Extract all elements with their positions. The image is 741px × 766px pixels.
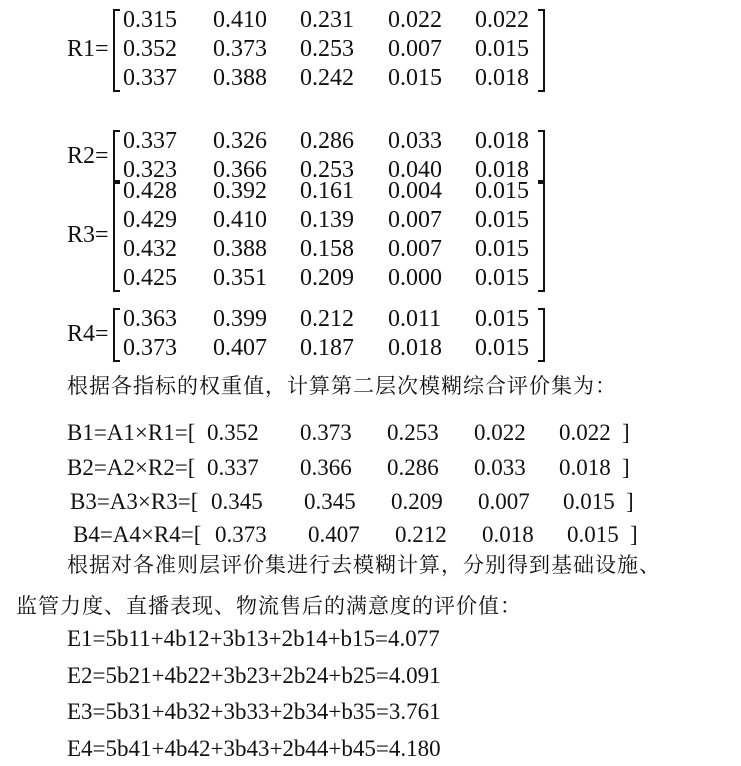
matrix-cell: 0.015 xyxy=(475,36,529,62)
matrix-cell: 0.410 xyxy=(213,207,267,233)
matrix-cell: 0.015 xyxy=(475,178,529,204)
b-vector-value: 0.007 xyxy=(478,489,530,514)
b-vector-value: 0.015 xyxy=(567,522,619,547)
matrix-cell: 0.040 xyxy=(388,157,442,183)
matrix-cell: 0.007 xyxy=(388,207,442,233)
matrix-label: R3= xyxy=(67,221,109,248)
matrix-cell: 0.015 xyxy=(475,207,529,233)
matrix-row xyxy=(0,206,741,235)
b-vector-b2 xyxy=(0,453,741,483)
b-vector-value: 0.345 xyxy=(211,489,263,514)
matrix-cell: 0.253 xyxy=(300,157,354,183)
matrix-cell: 0.022 xyxy=(388,7,442,33)
matrix-cell: 0.161 xyxy=(300,178,354,204)
equation-e1: E1=5b11+4b12+3b13+2b14+b15=4.077 xyxy=(67,626,440,651)
matrix-r1 xyxy=(0,6,741,93)
matrix-r4 xyxy=(0,305,741,363)
matrix-cell: 0.428 xyxy=(123,178,177,204)
matrix-row xyxy=(0,305,741,334)
b-vector-b1 xyxy=(0,418,741,448)
matrix-cell: 0.007 xyxy=(388,236,442,262)
b-vector-value: 0.015 xyxy=(563,489,615,514)
matrix-cell: 0.231 xyxy=(300,7,354,33)
matrix-cell: 0.158 xyxy=(300,236,354,262)
matrix-cell: 0.022 xyxy=(475,7,529,33)
matrix-cell: 0.018 xyxy=(475,157,529,183)
b-vector-value: 0.018 xyxy=(482,522,534,547)
matrix-cell: 0.015 xyxy=(388,65,442,91)
matrix-cell: 0.337 xyxy=(123,65,177,91)
matrix-cell: 0.425 xyxy=(123,265,177,291)
b-vector-value: 0.345 xyxy=(304,489,356,514)
paragraph-defuzzify-line1: 根据对各准则层评价集进行去模糊计算，分别得到基础设施、 xyxy=(67,553,661,577)
b-vector-value: 0.352 xyxy=(207,420,259,445)
b-vector-value: 0.212 xyxy=(395,522,447,547)
b-vector-value: 0.253 xyxy=(387,420,439,445)
b-vector-value: 0.337 xyxy=(207,455,259,480)
b-vector-value: 0.373 xyxy=(215,522,267,547)
matrix-cell: 0.399 xyxy=(213,306,267,332)
b-vector-value: 0.286 xyxy=(387,455,439,480)
matrix-cell: 0.388 xyxy=(213,236,267,262)
matrix-row xyxy=(0,264,741,293)
matrix-label: R4= xyxy=(67,320,109,347)
b-vector-b3 xyxy=(0,487,741,517)
matrix-cell: 0.209 xyxy=(300,265,354,291)
matrix-cell: 0.373 xyxy=(213,36,267,62)
matrix-cell: 0.286 xyxy=(300,128,354,154)
matrix-cell: 0.015 xyxy=(475,335,529,361)
matrix-cell: 0.407 xyxy=(213,335,267,361)
b-vector-close-bracket: ] xyxy=(622,420,630,445)
b-vector-value: 0.022 xyxy=(559,420,611,445)
matrix-cell: 0.429 xyxy=(123,207,177,233)
paragraph-defuzzify-line2: 监管力度、直播表现、物流售后的满意度的评价值： xyxy=(16,594,522,618)
matrix-cell: 0.018 xyxy=(475,65,529,91)
matrix-cell: 0.015 xyxy=(475,306,529,332)
b-vector-value: 0.022 xyxy=(474,420,526,445)
matrix-cell: 0.242 xyxy=(300,65,354,91)
matrix-row xyxy=(0,177,741,206)
matrix-cell: 0.351 xyxy=(213,265,267,291)
b-vector-close-bracket: ] xyxy=(630,522,638,547)
b-vector-b4 xyxy=(0,520,741,550)
matrix-cell: 0.432 xyxy=(123,236,177,262)
matrix-row xyxy=(0,35,741,64)
matrix-row xyxy=(0,235,741,264)
b-vector-label: B1=A1×R1=[ xyxy=(67,420,196,445)
matrix-cell: 0.015 xyxy=(475,236,529,262)
matrix-cell: 0.018 xyxy=(475,128,529,154)
b-vector-label: B2=A2×R2=[ xyxy=(67,455,196,480)
matrix-cell: 0.004 xyxy=(388,178,442,204)
matrix-row xyxy=(0,127,741,156)
b-vector-close-bracket: ] xyxy=(622,455,630,480)
matrix-cell: 0.326 xyxy=(213,128,267,154)
matrix-cell: 0.388 xyxy=(213,65,267,91)
b-vector-value: 0.018 xyxy=(559,455,611,480)
b-vector-value: 0.366 xyxy=(300,455,352,480)
equation-e2: E2=5b21+4b22+3b23+2b24+b25=4.091 xyxy=(67,663,441,688)
matrix-label: R2= xyxy=(67,142,109,169)
b-vector-value: 0.209 xyxy=(391,489,443,514)
matrix-row xyxy=(0,334,741,363)
matrix-cell: 0.352 xyxy=(123,36,177,62)
b-vector-value: 0.373 xyxy=(300,420,352,445)
matrix-cell: 0.253 xyxy=(300,36,354,62)
matrix-cell: 0.007 xyxy=(388,36,442,62)
matrix-cell: 0.018 xyxy=(388,335,442,361)
matrix-cell: 0.323 xyxy=(123,157,177,183)
matrix-row xyxy=(0,6,741,35)
matrix-cell: 0.366 xyxy=(213,157,267,183)
matrix-cell: 0.337 xyxy=(123,128,177,154)
matrix-cell: 0.212 xyxy=(300,306,354,332)
b-vector-close-bracket: ] xyxy=(626,489,634,514)
b-vector-value: 0.407 xyxy=(308,522,360,547)
matrix-cell: 0.011 xyxy=(388,306,442,332)
equation-e4: E4=5b41+4b42+3b43+2b44+b45=4.180 xyxy=(67,736,441,761)
matrix-row xyxy=(0,64,741,93)
matrix-cell: 0.187 xyxy=(300,335,354,361)
equation-e3: E3=5b31+4b32+3b33+2b34+b35=3.761 xyxy=(67,699,441,724)
matrix-cell: 0.410 xyxy=(213,7,267,33)
b-vector-label: B4=A4×R4=[ xyxy=(73,522,202,547)
b-vector-label: B3=A3×R3=[ xyxy=(70,489,199,514)
matrix-cell: 0.000 xyxy=(388,265,442,291)
matrix-cell: 0.015 xyxy=(475,265,529,291)
b-vector-value: 0.033 xyxy=(474,455,526,480)
matrix-label: R1= xyxy=(67,36,109,62)
matrix-cell: 0.033 xyxy=(388,128,442,154)
matrix-cell: 0.315 xyxy=(123,7,177,33)
matrix-cell: 0.139 xyxy=(300,207,354,233)
matrix-cell: 0.373 xyxy=(123,335,177,361)
matrix-r3 xyxy=(0,177,741,293)
matrix-cell: 0.363 xyxy=(123,306,177,332)
paragraph-weights: 根据各指标的权重值，计算第二层次模糊综合评价集为： xyxy=(67,374,617,398)
matrix-cell: 0.392 xyxy=(213,178,267,204)
